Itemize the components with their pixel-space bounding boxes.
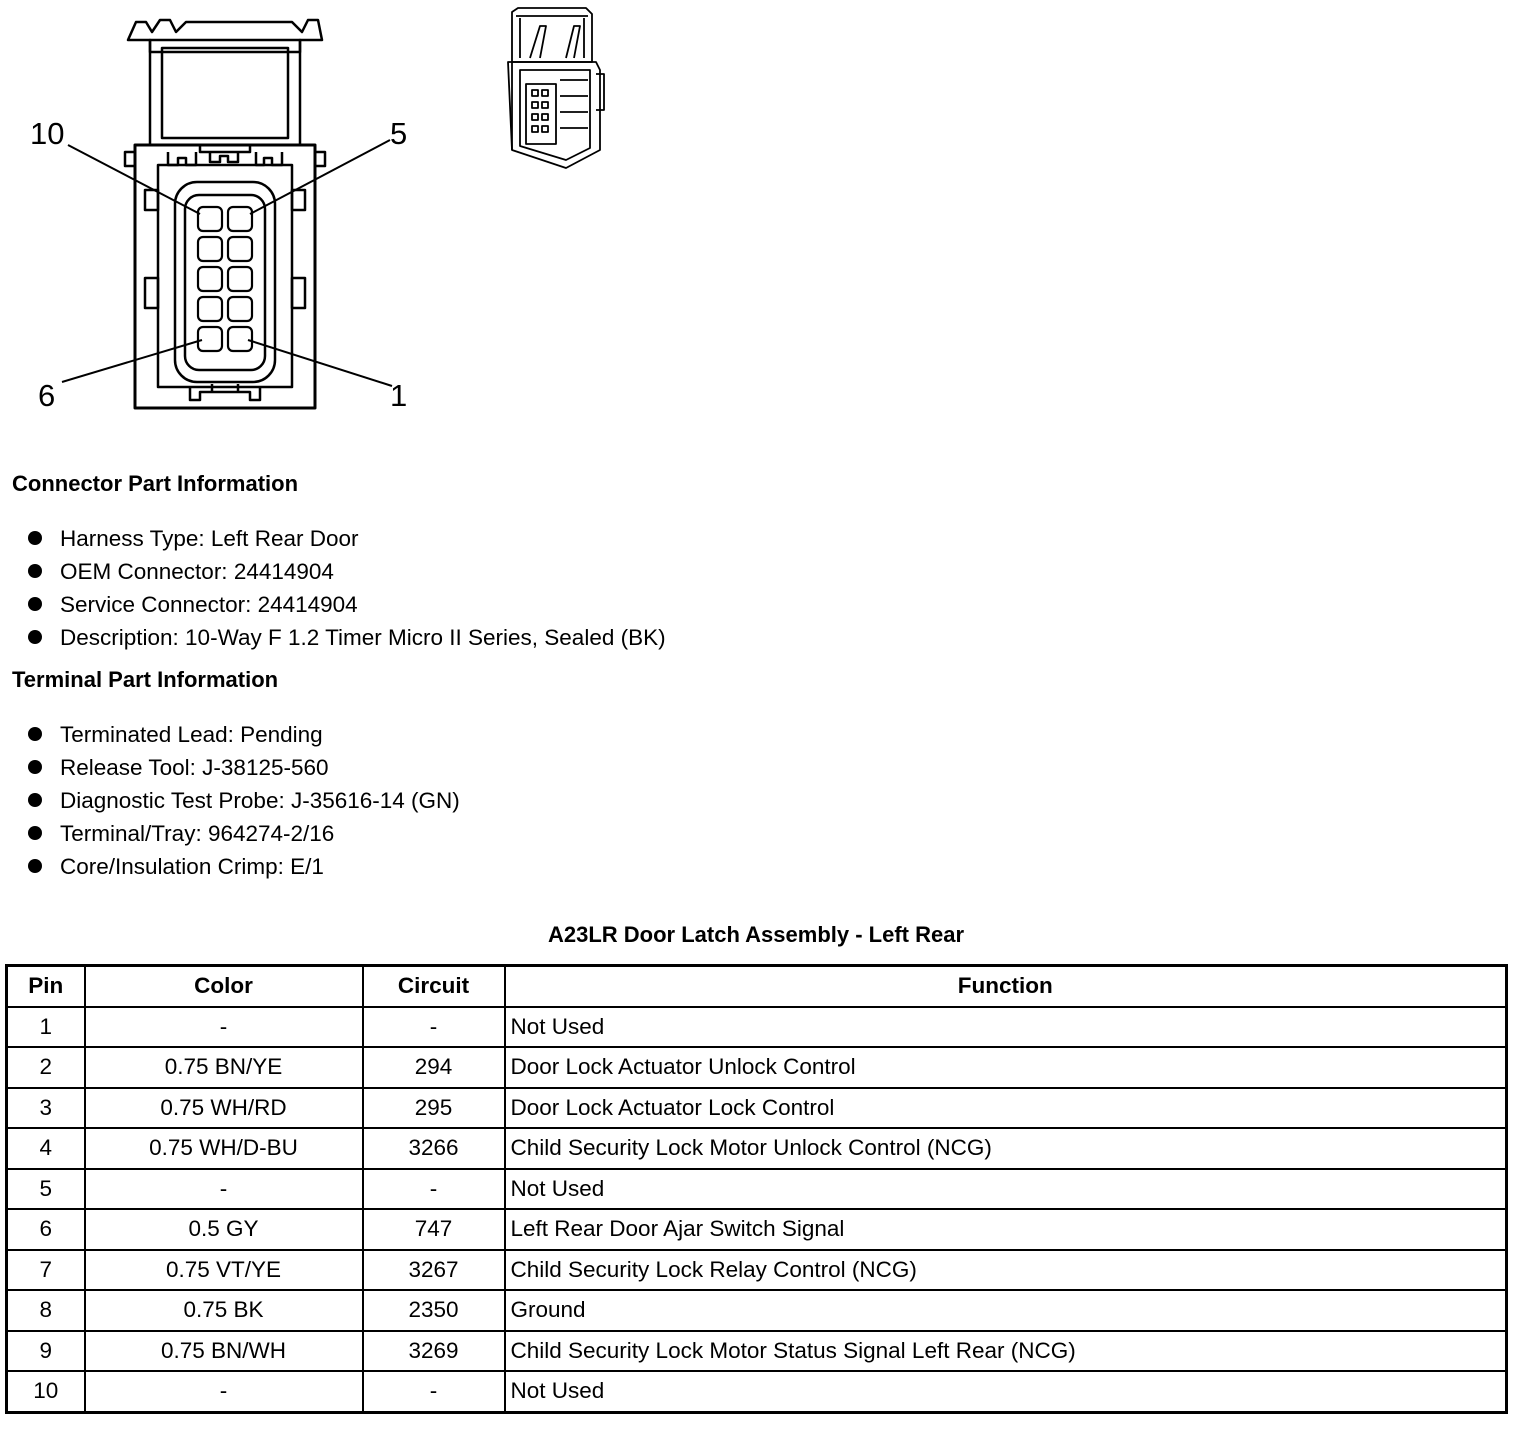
table-row [7, 1088, 1507, 1129]
cell-function: Child Security Lock Relay Control (NCG) [505, 1250, 1507, 1291]
list-item: Terminated Lead: Pending [28, 718, 460, 751]
list-item: Description: 10-Way F 1.2 Timer Micro II Series, Sealed (BK) [28, 621, 666, 654]
table-row [7, 1371, 1507, 1412]
pin-label-1: 1 [390, 378, 408, 413]
list-item: Release Tool: J-38125-560 [28, 751, 460, 784]
pin-label-5: 5 [390, 116, 408, 151]
list-item: OEM Connector: 24414904 [28, 555, 666, 588]
cell-function: Ground [505, 1290, 1507, 1331]
pin-label-10: 10 [30, 116, 65, 151]
cell-pin: 7 [7, 1250, 85, 1291]
cell-circuit: - [363, 1169, 505, 1210]
table-row [7, 1047, 1507, 1088]
cell-function: Child Security Lock Motor Unlock Control (NCG) [505, 1128, 1507, 1169]
table-row [7, 1331, 1507, 1372]
cell-circuit: - [363, 1371, 505, 1412]
table-row [7, 1209, 1507, 1250]
cell-circuit: 747 [363, 1209, 505, 1250]
table-header-row [7, 966, 1507, 1007]
cell-function: Door Lock Actuator Lock Control [505, 1088, 1507, 1129]
cell-circuit: 3266 [363, 1128, 505, 1169]
header-circuit: Circuit [363, 966, 505, 1007]
terminal-info-list [28, 718, 460, 883]
cell-color: 0.75 WH/RD [85, 1088, 363, 1129]
table-row [7, 1250, 1507, 1291]
cell-function: Child Security Lock Motor Status Signal Left Rear (NCG) [505, 1331, 1507, 1372]
cell-color: 0.75 VT/YE [85, 1250, 363, 1291]
pin-label-6: 6 [38, 378, 56, 413]
cell-function: Not Used [505, 1169, 1507, 1210]
bullet-icon [28, 564, 42, 578]
list-item: Core/Insulation Crimp: E/1 [28, 850, 460, 883]
cell-pin: 5 [7, 1169, 85, 1210]
cell-color: - [85, 1007, 363, 1048]
bullet-icon [28, 727, 42, 741]
cell-color: 0.75 WH/D-BU [85, 1128, 363, 1169]
cell-pin: 9 [7, 1331, 85, 1372]
cell-color: 0.5 GY [85, 1209, 363, 1250]
connector-3d-view [508, 8, 604, 168]
cell-function: Not Used [505, 1371, 1507, 1412]
list-item: Service Connector: 24414904 [28, 588, 666, 621]
cell-circuit: 295 [363, 1088, 505, 1129]
header-function: Function [505, 966, 1507, 1007]
cell-color: 0.75 BK [85, 1290, 363, 1331]
list-item: Harness Type: Left Rear Door [28, 522, 666, 555]
table-title: A23LR Door Latch Assembly - Left Rear [547, 922, 965, 947]
bullet-icon [28, 826, 42, 840]
cell-pin: 1 [7, 1007, 85, 1048]
table-row [7, 1128, 1507, 1169]
pinout-table [5, 964, 1508, 1414]
cell-pin: 3 [7, 1088, 85, 1129]
connector-info-heading: Connector Part Information [12, 471, 299, 496]
cell-color: - [85, 1169, 363, 1210]
cell-color: 0.75 BN/YE [85, 1047, 363, 1088]
table-row [7, 1169, 1507, 1210]
bullet-icon [28, 597, 42, 611]
table-row [7, 1290, 1507, 1331]
cell-circuit: 294 [363, 1047, 505, 1088]
cell-pin: 6 [7, 1209, 85, 1250]
cell-color: 0.75 BN/WH [85, 1331, 363, 1372]
cell-function: Left Rear Door Ajar Switch Signal [505, 1209, 1507, 1250]
connector-face-diagram [0, 0, 660, 430]
cell-circuit: 3269 [363, 1331, 505, 1372]
cell-pin: 10 [7, 1371, 85, 1412]
bullet-icon [28, 793, 42, 807]
table-row [7, 1007, 1507, 1048]
bullet-icon [28, 630, 42, 644]
header-pin: Pin [7, 966, 85, 1007]
cell-circuit: 3267 [363, 1250, 505, 1291]
bullet-icon [28, 859, 42, 873]
list-item: Terminal/Tray: 964274-2/16 [28, 817, 460, 850]
cell-pin: 2 [7, 1047, 85, 1088]
cell-circuit: - [363, 1007, 505, 1048]
cell-pin: 8 [7, 1290, 85, 1331]
list-item: Diagnostic Test Probe: J-35616-14 (GN) [28, 784, 460, 817]
cell-circuit: 2350 [363, 1290, 505, 1331]
header-color: Color [85, 966, 363, 1007]
cell-color: - [85, 1371, 363, 1412]
cell-function: Door Lock Actuator Unlock Control [505, 1047, 1507, 1088]
cell-pin: 4 [7, 1128, 85, 1169]
terminal-info-heading: Terminal Part Information [12, 667, 279, 692]
bullet-icon [28, 760, 42, 774]
cell-function: Not Used [505, 1007, 1507, 1048]
bullet-icon [28, 531, 42, 545]
connector-info-list [28, 522, 666, 654]
